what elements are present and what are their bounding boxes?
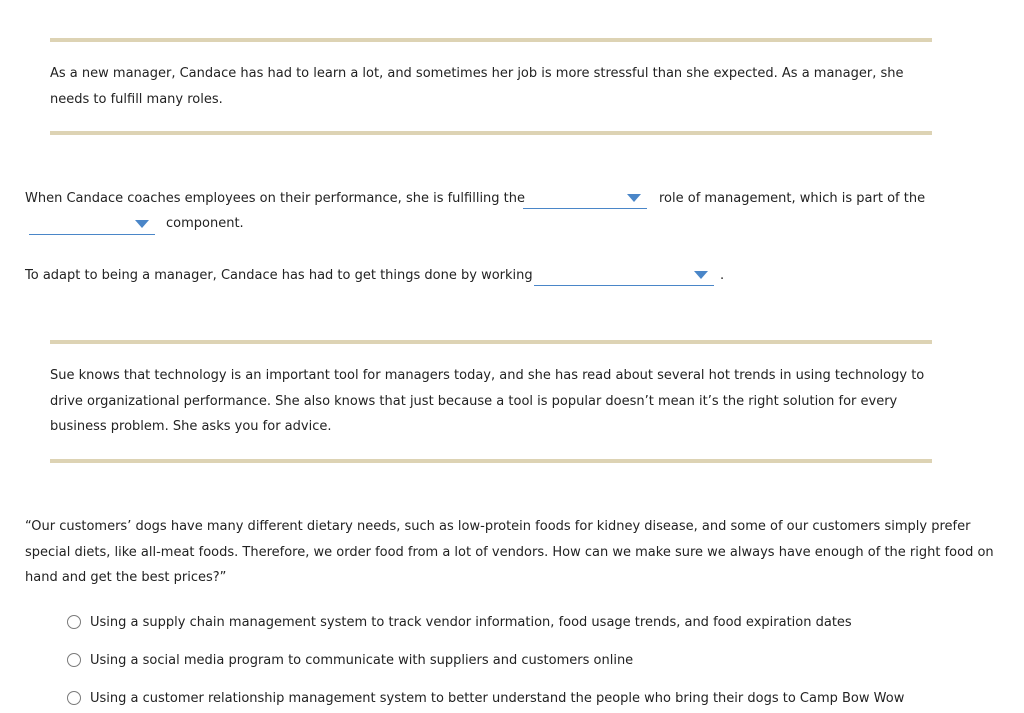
scenario-2-text: Sue knows that technology is an important tool for managers today, and she has read about several hot trends in using technology to drive organizational performance. She also knows that just because a tool is popular doesn’t mean it’s the right solution for every business problem. She asks you for advice. xyxy=(50,368,925,434)
radio-button[interactable] xyxy=(67,653,81,667)
chevron-down-icon xyxy=(135,220,149,228)
answer-option-2[interactable] xyxy=(67,650,633,670)
answer-option-3[interactable] xyxy=(67,688,904,708)
answer-option-label: Using a customer relationship management system to better understand the people who bring their dogs to Camp Bow Wow xyxy=(90,690,905,706)
chevron-down-icon xyxy=(694,271,708,279)
working-with-dropdown[interactable] xyxy=(534,265,714,286)
divider-top-1 xyxy=(50,38,932,42)
answer-option-1[interactable] xyxy=(67,612,852,632)
divider-bottom-2 xyxy=(50,459,932,463)
answer-option-label: Using a social media program to communicate with suppliers and customers online xyxy=(90,652,634,668)
management-component-dropdown[interactable] xyxy=(29,214,155,235)
divider-top-2 xyxy=(50,340,932,344)
scenario-1-text: As a new manager, Candace has had to learn a lot, and sometimes her job is more stressful than she expected. As a manager, she needs to fulfill many roles. xyxy=(50,66,904,107)
q1-text-before-dropdown-1: When Candace coaches employees on their performance, she is fulfilling the xyxy=(25,191,526,206)
q2-text-period: . xyxy=(720,268,725,283)
q1-text-end: component. xyxy=(166,216,244,231)
radio-button[interactable] xyxy=(67,615,81,629)
radio-button[interactable] xyxy=(67,691,81,705)
q1-text-after-dropdown-1: role of management, which is part of the xyxy=(659,191,926,206)
divider-bottom-1 xyxy=(50,131,932,135)
q2-text-before-dropdown: To adapt to being a manager, Candace has had to get things done by working xyxy=(25,268,533,283)
management-role-dropdown[interactable] xyxy=(523,188,647,209)
chevron-down-icon xyxy=(627,194,641,202)
answer-option-label: Using a supply chain management system to track vendor information, food usage trends, and food expiration dates xyxy=(90,614,852,630)
customer-quote: “Our customers’ dogs have many different dietary needs, such as low-protein foods for kidney disease, and some of our customers simply prefer special diets, like all-meat foods. Therefore, we order food from a lot of vendors. How can we make sure we always have enough of the right food on hand and get the best prices?” xyxy=(25,519,994,585)
